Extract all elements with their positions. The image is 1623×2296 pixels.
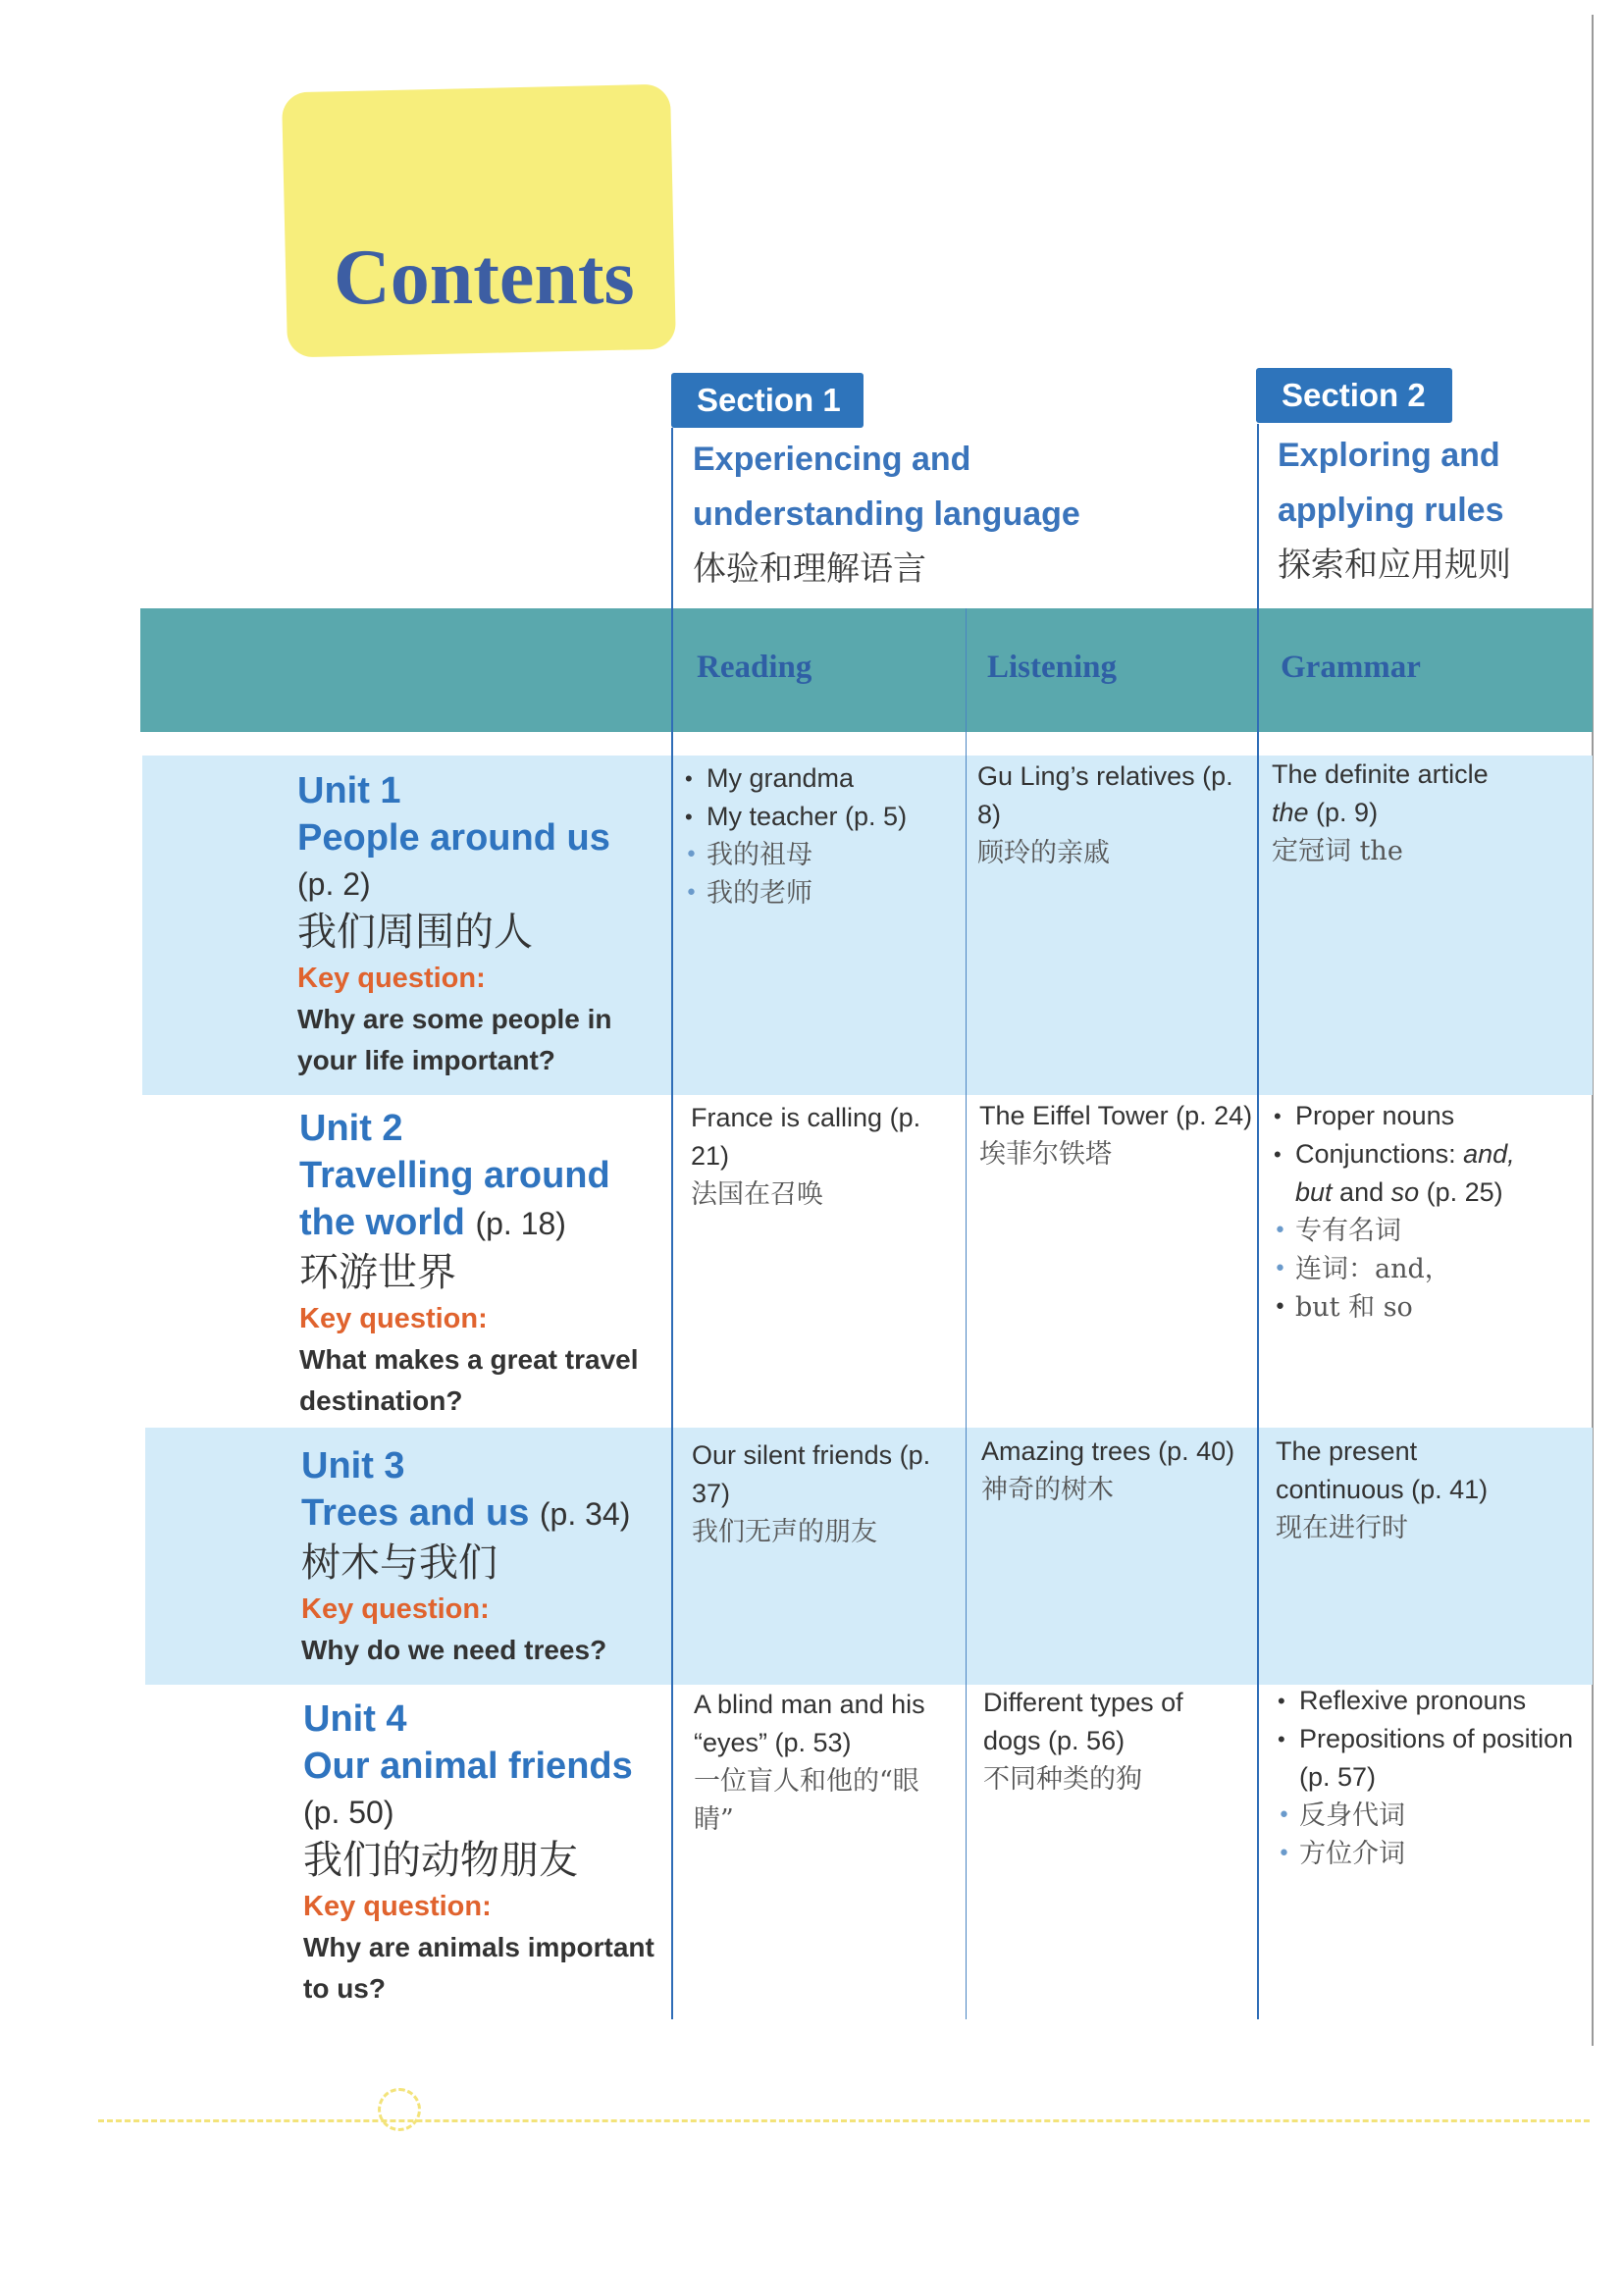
column-divider-1 (671, 428, 673, 2019)
unit-3-grammar-text: The present continuous (p. 41) (1276, 1436, 1489, 1504)
unit-4-info (303, 1696, 668, 2009)
unit-4-grammar-item-cn: • 方位介词 (1276, 1835, 1590, 1873)
unit-2-grammar-item-cn-cont (1272, 1288, 1586, 1327)
unit-3-listening-text: Amazing trees (p. 40) (981, 1436, 1235, 1466)
unit-4-page: (p. 50) (303, 1795, 394, 1830)
unit-1-key-question: Why are some people in your life important? (297, 1004, 612, 1075)
unit-3-reading (692, 1436, 959, 1551)
section-1-tab: Section 1 (671, 373, 864, 428)
column-divider-3 (1257, 424, 1259, 2019)
unit-2-page: (p. 18) (475, 1206, 566, 1241)
section-2-tab: Section 2 (1256, 368, 1452, 423)
unit-3-number: Unit 3 (301, 1445, 405, 1487)
unit-2-info (299, 1105, 664, 1422)
unit-2-grammar-conj-but: but (1295, 1177, 1333, 1207)
unit-2-grammar-conj-joiner: and (1332, 1177, 1391, 1207)
unit-1-title-cn: 我们周围的人 (297, 910, 533, 955)
unit-2-title-line2 (299, 1199, 664, 1247)
unit-4-grammar-item: • Reflexive pronouns (1276, 1682, 1590, 1720)
unit-1-reading-item: • My teacher (p. 5) (683, 798, 958, 836)
unit-1-listening-cn: 顾玲的亲戚 (977, 838, 1110, 868)
section-2-title-line1: Exploring and (1278, 437, 1500, 474)
unit-2-reading-cn: 法国在召唤 (691, 1179, 823, 1210)
unit-1-grammar-line1: The definite article (1272, 759, 1489, 789)
unit-2-grammar-conj-and: and, (1463, 1139, 1515, 1169)
unit-1-grammar-page: (p. 9) (1308, 798, 1379, 827)
section-1-title (693, 432, 1080, 597)
unit-4-key-question-label: Key question: (303, 1891, 492, 1922)
column-header-listening: Listening (987, 650, 1118, 685)
unit-2-grammar-item-conjunctions (1272, 1135, 1586, 1212)
unit-1-listening (977, 757, 1252, 872)
unit-2-grammar-item: • Proper nouns (1272, 1097, 1586, 1135)
section-2-title-cn: 探索和应用规则 (1278, 546, 1511, 585)
unit-3-reading-text: Our silent friends (p. 37) (692, 1440, 931, 1508)
footer-dashed-line (98, 2119, 1590, 2122)
unit-4-reading-cn: 一位盲人和他的“眼睛” (694, 1766, 919, 1835)
unit-2-key-question-label: Key question: (299, 1303, 488, 1334)
unit-4-grammar-item-cn: • 反身代词 (1276, 1797, 1590, 1835)
section-1-title-cn: 体验和理解语言 (693, 549, 926, 589)
unit-1-grammar (1272, 756, 1586, 870)
unit-2-reading (691, 1099, 958, 1214)
unit-4-listening (983, 1684, 1199, 1799)
unit-2-title-line1: Travelling around (299, 1155, 610, 1196)
unit-1-page: (p. 2) (297, 866, 371, 902)
unit-2-title-line2-text: the world (299, 1202, 465, 1243)
unit-4-grammar (1276, 1682, 1590, 1873)
unit-1-reading (683, 759, 958, 913)
unit-3-info (301, 1442, 666, 1671)
unit-2-number: Unit 2 (299, 1108, 403, 1149)
unit-4-title-cn: 我们的动物朋友 (303, 1838, 578, 1883)
unit-2-grammar-conj-label: Conjunctions: (1295, 1139, 1464, 1169)
unit-4-key-question: Why are animals important to us? (303, 1932, 654, 2004)
unit-3-listening (981, 1433, 1256, 1509)
unit-3-key-question-label: Key question: (301, 1593, 490, 1625)
page-number-circle (378, 2088, 421, 2131)
unit-1-grammar-the: the (1272, 798, 1309, 827)
unit-2-grammar-item-cn-cont-text: but 和 so (1295, 1292, 1413, 1323)
unit-2-key-question: What makes a great travel destination? (299, 1344, 639, 1416)
unit-3-grammar (1276, 1433, 1511, 1547)
unit-1-grammar-cn: 定冠词 the (1272, 836, 1403, 866)
section-2-title-line2: applying rules (1278, 492, 1504, 529)
unit-2-grammar (1272, 1097, 1586, 1327)
unit-3-title-line (301, 1489, 666, 1538)
unit-4-grammar-item: • Prepositions of position (p. 57) (1276, 1720, 1590, 1797)
unit-4-number: Unit 4 (303, 1698, 407, 1740)
unit-4-listening-cn: 不同种类的狗 (983, 1764, 1142, 1795)
unit-2-title-cn: 环游世界 (299, 1250, 456, 1295)
page-title: Contents (334, 235, 635, 321)
unit-1-key-question-label: Key question: (297, 963, 486, 994)
unit-4-listening-text: Different types of dogs (p. 56) (983, 1688, 1183, 1755)
unit-1-reading-item-cn: • 我的祖母 (683, 836, 958, 874)
unit-3-key-question: Why do we need trees? (301, 1635, 607, 1665)
section-1-title-line2: understanding language (693, 496, 1080, 533)
unit-4-reading (694, 1686, 959, 1839)
unit-1-reading-item: • My grandma (683, 759, 958, 798)
column-divider-2 (966, 608, 967, 2019)
unit-3-reading-cn: 我们无声的朋友 (692, 1517, 877, 1547)
unit-1-reading-item-cn: • 我的老师 (683, 874, 958, 913)
unit-1-title: People around us (297, 817, 610, 859)
unit-4-title: Our animal friends (303, 1746, 633, 1787)
column-header-reading: Reading (697, 650, 812, 685)
unit-2-grammar-item-cn: • 专有名词 (1272, 1212, 1586, 1250)
unit-3-title-cn: 树木与我们 (301, 1540, 497, 1586)
unit-1-info (297, 767, 660, 1081)
unit-2-grammar-item-cn: • 连词：and， (1272, 1250, 1586, 1288)
unit-2-reading-text: France is calling (p. 21) (691, 1103, 921, 1171)
unit-3-listening-cn: 神奇的树木 (981, 1475, 1114, 1505)
unit-4-reading-text: A blind man and his “eyes” (p. 53) (694, 1690, 925, 1757)
unit-2-grammar-conj-so: so (1390, 1177, 1420, 1207)
unit-1-listening-text: Gu Ling’s relatives (p. 8) (977, 761, 1233, 829)
unit-2-listening-cn: 埃菲尔铁塔 (979, 1139, 1112, 1170)
section-1-title-line1: Experiencing and (693, 441, 971, 478)
unit-1-grammar-line2 (1272, 794, 1586, 832)
column-header-grammar: Grammar (1281, 650, 1421, 685)
unit-3-title: Trees and us (301, 1492, 530, 1534)
unit-1-number: Unit 1 (297, 770, 401, 811)
unit-2-grammar-conj-page: (p. 25) (1419, 1177, 1503, 1207)
section-2-title (1278, 428, 1511, 593)
unit-2-listening (979, 1097, 1256, 1174)
unit-3-page: (p. 34) (539, 1496, 631, 1532)
unit-2-listening-text: The Eiffel Tower (p. 24) (979, 1101, 1253, 1130)
unit-3-grammar-cn: 现在进行时 (1276, 1513, 1408, 1543)
